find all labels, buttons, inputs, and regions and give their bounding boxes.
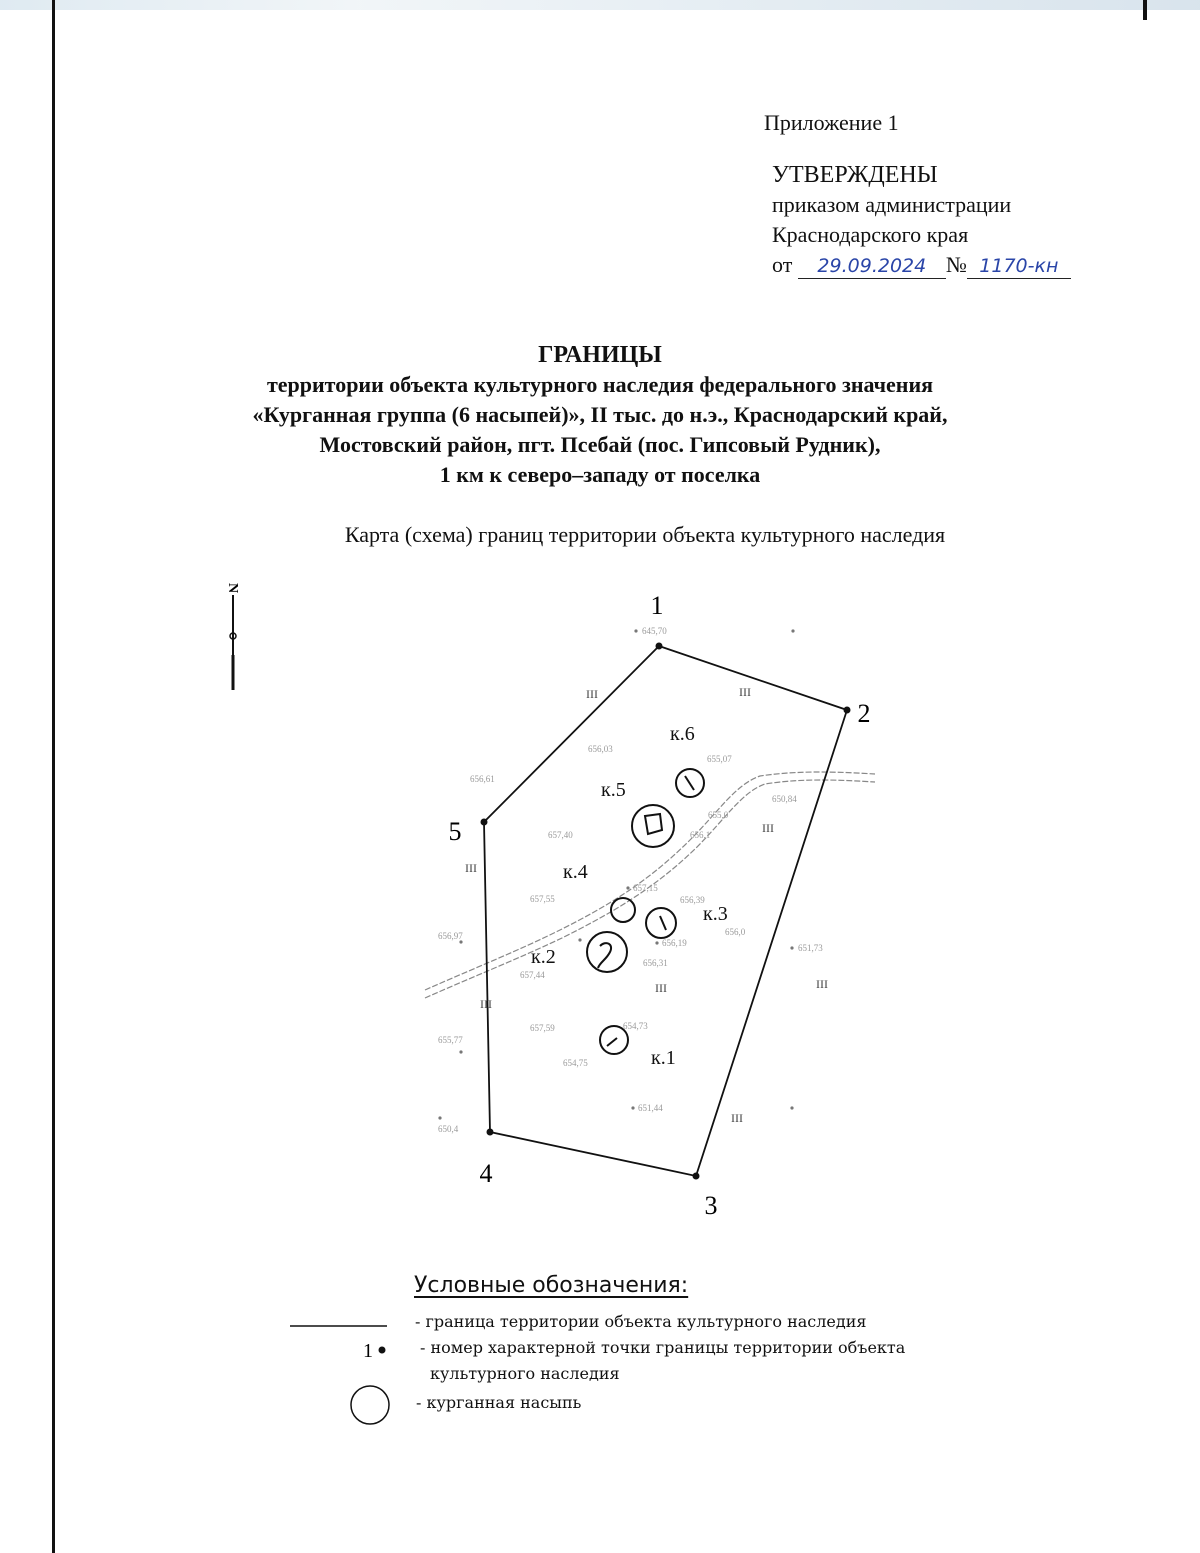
region-line: Краснодарского края	[772, 222, 969, 247]
title-line-4: 1 км к северо–западу от поселка	[439, 462, 761, 487]
legend-boundary-text: - граница территории объекта культурного наследия	[415, 1312, 867, 1331]
title-line-3: Мостовский район, пгт. Псебай (пос. Гипсовый Рудник),	[319, 432, 881, 457]
elevation-label: 650,84	[772, 794, 797, 804]
elevation-label: 655,07	[707, 754, 732, 764]
elevation-label: 656,39	[680, 895, 705, 905]
legend-symbols	[290, 1326, 389, 1424]
mound-label-1: к.1	[651, 1047, 676, 1069]
elevation-label: 656,0	[725, 927, 746, 937]
elevation-label: 657,44	[520, 970, 545, 980]
elevation-label: 657,40	[548, 830, 573, 840]
hatch-mark: III	[655, 981, 667, 995]
territory-boundary	[484, 646, 847, 1176]
handwritten-date: 29.09.2024	[798, 254, 946, 279]
legend-point-number: 1	[363, 1340, 373, 1362]
mound-label-4: к.4	[563, 861, 588, 883]
title-heading: ГРАНИЦЫ	[538, 342, 662, 368]
approved-heading: УТВЕРЖДЕНЫ	[772, 162, 938, 188]
elevation-label: 656,61	[470, 774, 495, 784]
mounds	[587, 769, 704, 1054]
elevation-marks	[438, 626, 823, 1134]
elevation-label: 656,19	[662, 938, 687, 948]
legend-point-text-1: - номер характерной точки границы территории объекта	[420, 1338, 906, 1357]
annex-label: Приложение 1	[764, 110, 899, 135]
legend-point-dot	[379, 1347, 386, 1354]
mound-label-3: к.3	[703, 903, 728, 925]
hatch-mark: III	[731, 1111, 743, 1125]
title-line-2: «Курганная группа (6 насыпей)», II тыс. до н.э., Краснодарский край,	[252, 402, 948, 427]
hatch-mark: III	[480, 997, 492, 1011]
mound-label-2: к.2	[531, 946, 556, 968]
hatch-mark: III	[465, 861, 477, 875]
elevation-label: 651,44	[638, 1103, 663, 1113]
elevation-label: 655,77	[438, 1035, 463, 1045]
hatch-mark: III	[586, 687, 598, 701]
handwritten-number: 1170-кн	[967, 254, 1071, 279]
north-label: N	[225, 582, 240, 594]
number-prefix: №	[945, 252, 967, 277]
elevation-label: 655,0	[708, 810, 729, 820]
title-line-1: территории объекта культурного наследия федерального значения	[266, 372, 934, 397]
elevation-label: 650,4	[438, 1124, 459, 1134]
legend-mound-circle	[351, 1386, 389, 1424]
hatch-mark: III	[762, 821, 774, 835]
point-label-5: 5	[448, 817, 462, 846]
elevation-label: 654,73	[623, 1021, 648, 1031]
elevation-label: 645,70	[642, 626, 667, 636]
elevation-label: 656,03	[588, 744, 613, 754]
point-label-3: 3	[704, 1191, 718, 1220]
elevation-label: 651,73	[798, 943, 823, 953]
map-caption: Карта (схема) границ территории объекта культурного наследия	[344, 522, 946, 547]
point-label-2: 2	[857, 699, 871, 728]
legend-point-text-2: культурного наследия	[430, 1364, 620, 1383]
elevation-label: 657,59	[530, 1023, 555, 1033]
point-label-4: 4	[479, 1159, 493, 1188]
hatch-mark: III	[816, 977, 828, 991]
legend-mound-text: - курганная насыпь	[416, 1393, 582, 1412]
elevation-label: 657,15	[633, 883, 658, 893]
hatch-marks	[465, 685, 828, 1125]
boundary-points	[449, 591, 871, 1220]
legend-title: Условные обозначения:	[414, 1273, 689, 1298]
elevation-label: 656,1	[690, 830, 711, 840]
elevation-label: 656,31	[643, 958, 668, 968]
date-prefix: от	[772, 252, 793, 277]
elevation-label: 657,55	[530, 894, 555, 904]
mound-label-5: к.5	[601, 779, 626, 801]
mound-label-6: к.6	[670, 723, 695, 745]
point-label-1: 1	[650, 591, 664, 620]
elevation-label: 654,75	[563, 1058, 588, 1068]
order-line: приказом администрации	[772, 192, 1012, 217]
elevation-label: 656,97	[438, 931, 463, 941]
north-arrow	[225, 583, 240, 690]
hatch-mark: III	[739, 685, 751, 699]
